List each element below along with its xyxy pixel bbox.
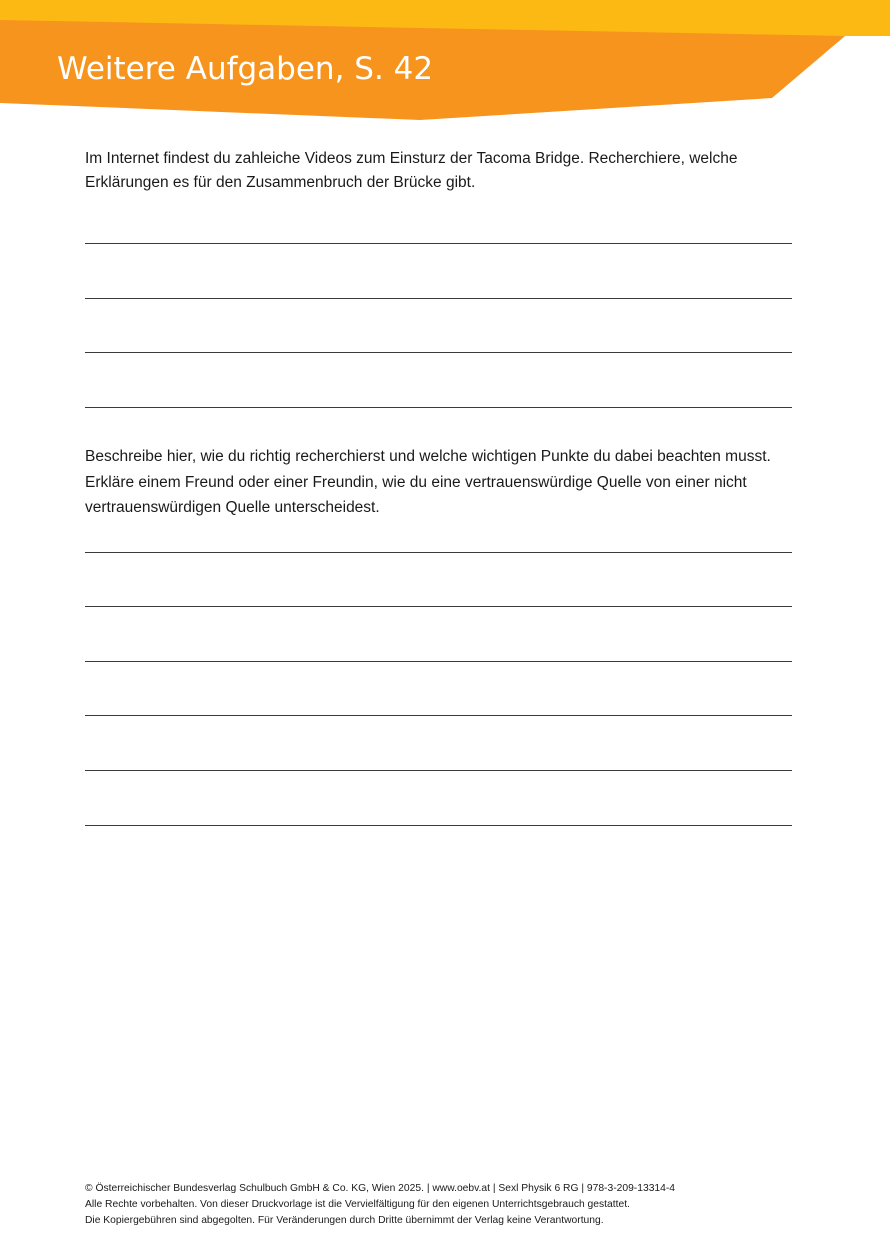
footer-copyright xyxy=(85,1181,845,1229)
task-2-answer-line-2[interactable] xyxy=(85,606,792,607)
task-2-instruction: Beschreibe hier, wie du richtig recherchierst und welche wichtigen Punkte du dabei beachten musst. Erkläre einem Freund oder einer Freundin, wie du eine vertrauenswürdige Quelle von einer nicht vertrauenswürdigen Quelle unterscheidest. xyxy=(85,448,771,516)
task-2-answer-line-4[interactable] xyxy=(85,715,792,716)
task-2-answer-line-1[interactable] xyxy=(85,552,792,553)
task-2-answer-line-3[interactable] xyxy=(85,661,792,662)
footer-line-rights: Alle Rechte vorbehalten. Von dieser Druckvorlage ist die Vervielfältigung für den eigenen Unterrichtsgebrauch gestattet. xyxy=(85,1199,630,1210)
task-1-answer-line-1[interactable] xyxy=(85,243,792,244)
task-2-answer-line-6[interactable] xyxy=(85,825,792,826)
task-2 xyxy=(85,444,795,521)
task-2-answer-line-5[interactable] xyxy=(85,770,792,771)
footer-line-publisher: © Österreichischer Bundesverlag Schulbuch GmbH & Co. KG, Wien 2025. | www.oebv.at | Sexl Physik 6 RG | 978-3-209-13314-4 xyxy=(85,1183,676,1194)
task-1-instruction: Im Internet findest du zahleiche Videos zum Einsturz der Tacoma Bridge. Recherchiere, welche Erklärungen es für den Zusammenbruch der Brücke gibt. xyxy=(85,150,738,191)
task-1-answer-line-2[interactable] xyxy=(85,298,792,299)
task-1-answer-line-4[interactable] xyxy=(85,407,792,408)
footer-line-fees: Die Kopiergebühren sind abgegolten. Für Veränderungen durch Dritte übernimmt der Verlag keine Verantwortung. xyxy=(85,1215,604,1226)
task-1 xyxy=(85,147,795,195)
task-1-answer-line-3[interactable] xyxy=(85,352,792,353)
page-title: Weitere Aufgaben, S. 42 xyxy=(57,51,434,87)
